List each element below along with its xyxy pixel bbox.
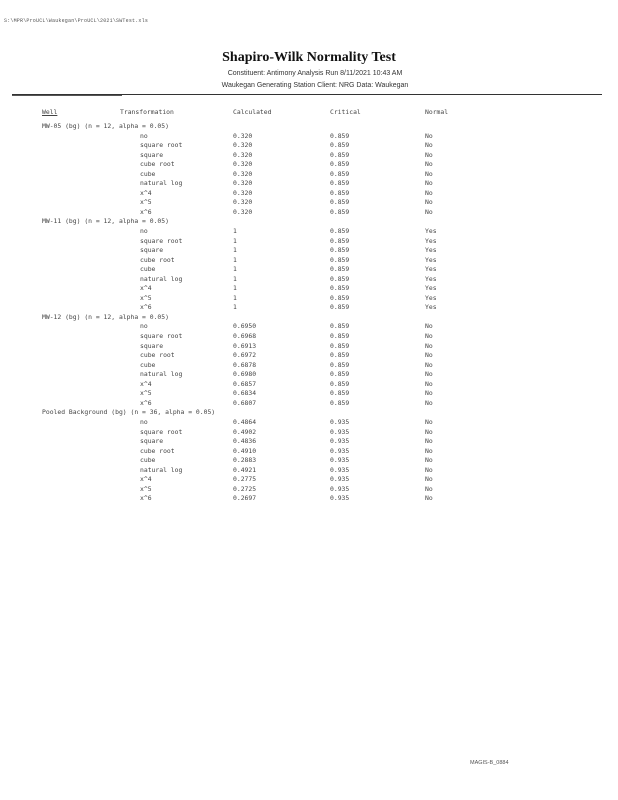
cell-critical: 0.859 xyxy=(330,351,350,360)
cell-critical: 0.859 xyxy=(330,398,350,407)
site-subtitle: Waukegan Generating Station Client: NRG Data: Waukegan xyxy=(221,82,409,89)
header-normal: Normal xyxy=(425,108,449,116)
cell-normal: No xyxy=(425,456,433,465)
file-path-header: S:\MPR\ProUCL\Waukegan\ProUCL\2021\SWTest.xls xyxy=(4,18,149,24)
cell-normal: No xyxy=(425,322,433,331)
cell-normal: Yes xyxy=(425,227,437,236)
table-row xyxy=(0,132,618,142)
cell-critical: 0.859 xyxy=(330,370,350,379)
page-title: Shapiro-Wilk Normality Test xyxy=(222,50,396,65)
cell-transformation: x^5 xyxy=(140,484,152,493)
cell-transformation: no xyxy=(140,322,148,331)
cell-critical: 0.859 xyxy=(330,179,350,188)
cell-critical: 0.859 xyxy=(330,169,350,178)
cell-critical: 0.935 xyxy=(330,427,350,436)
cell-transformation: x^4 xyxy=(140,284,152,293)
cell-critical: 0.859 xyxy=(330,379,350,388)
group-label: MW-05 (bg) (n = 12, alpha = 0.05) xyxy=(42,122,169,130)
table-row xyxy=(0,351,618,361)
cell-normal: No xyxy=(425,494,433,503)
table-row xyxy=(0,179,618,189)
cell-critical: 0.859 xyxy=(330,207,350,216)
group-label-row xyxy=(0,217,618,227)
group-label-row xyxy=(0,122,618,132)
table-row xyxy=(0,370,618,380)
cell-critical: 0.859 xyxy=(330,255,350,264)
cell-transformation: x^6 xyxy=(140,207,152,216)
table-row xyxy=(0,208,618,218)
table-row xyxy=(0,437,618,447)
cell-transformation: no xyxy=(140,131,148,140)
cell-normal: No xyxy=(425,351,433,360)
cell-critical: 0.859 xyxy=(330,332,350,341)
cell-calculated: 0.320 xyxy=(233,160,253,169)
header-well: Well xyxy=(42,108,58,116)
cell-normal: No xyxy=(425,131,433,140)
cell-critical: 0.859 xyxy=(330,293,350,302)
cell-transformation: no xyxy=(140,417,148,426)
cell-transformation: cube xyxy=(140,456,156,465)
cell-normal: No xyxy=(425,465,433,474)
cell-calculated: 1 xyxy=(233,284,237,293)
cell-normal: Yes xyxy=(425,255,437,264)
cell-calculated: 0.4902 xyxy=(233,427,257,436)
table-row xyxy=(0,275,618,285)
cell-critical: 0.935 xyxy=(330,437,350,446)
cell-calculated: 1 xyxy=(233,293,237,302)
cell-normal: No xyxy=(425,207,433,216)
cell-calculated: 1 xyxy=(233,255,237,264)
cell-calculated: 1 xyxy=(233,265,237,274)
table-row xyxy=(0,256,618,266)
table-row xyxy=(0,227,618,237)
cell-normal: No xyxy=(425,341,433,350)
cell-normal: No xyxy=(425,398,433,407)
cell-transformation: x^6 xyxy=(140,494,152,503)
table-row xyxy=(0,342,618,352)
table-row xyxy=(0,418,618,428)
cell-transformation: x^6 xyxy=(140,303,152,312)
table-row xyxy=(0,198,618,208)
table-row xyxy=(0,246,618,256)
cell-calculated: 0.320 xyxy=(233,179,253,188)
cell-transformation: square xyxy=(140,341,164,350)
cell-normal: No xyxy=(425,188,433,197)
cell-critical: 0.935 xyxy=(330,484,350,493)
cell-critical: 0.859 xyxy=(330,198,350,207)
table-header xyxy=(0,108,618,122)
cell-critical: 0.935 xyxy=(330,494,350,503)
cell-transformation: cube xyxy=(140,265,156,274)
cell-calculated: 0.320 xyxy=(233,150,253,159)
table-row xyxy=(0,485,618,495)
cell-calculated: 0.320 xyxy=(233,131,253,140)
cell-critical: 0.859 xyxy=(330,322,350,331)
cell-transformation: cube root xyxy=(140,160,175,169)
table-row xyxy=(0,380,618,390)
cell-calculated: 1 xyxy=(233,236,237,245)
cell-transformation: no xyxy=(140,227,148,236)
cell-calculated: 0.6968 xyxy=(233,332,257,341)
cell-transformation: x^6 xyxy=(140,398,152,407)
header-critical: Critical xyxy=(330,108,361,116)
bates-number: MAGIS-B_0884 xyxy=(470,760,509,766)
cell-transformation: square root xyxy=(140,427,183,436)
cell-calculated: 0.6834 xyxy=(233,389,257,398)
cell-transformation: square xyxy=(140,150,164,159)
cell-calculated: 1 xyxy=(233,246,237,255)
cell-calculated: 0.320 xyxy=(233,188,253,197)
cell-critical: 0.859 xyxy=(330,265,350,274)
cell-calculated: 0.4921 xyxy=(233,465,257,474)
cell-normal: No xyxy=(425,475,433,484)
cell-normal: No xyxy=(425,417,433,426)
group-label-row xyxy=(0,408,618,418)
table-row xyxy=(0,447,618,457)
cell-transformation: natural log xyxy=(140,465,183,474)
cell-calculated: 0.6878 xyxy=(233,360,257,369)
cell-normal: No xyxy=(425,437,433,446)
cell-calculated: 0.320 xyxy=(233,169,253,178)
table-row xyxy=(0,322,618,332)
table-row xyxy=(0,237,618,247)
table-row xyxy=(0,456,618,466)
cell-calculated: 0.4910 xyxy=(233,446,257,455)
table-row xyxy=(0,284,618,294)
group-label-row xyxy=(0,313,618,323)
cell-critical: 0.935 xyxy=(330,456,350,465)
cell-critical: 0.935 xyxy=(330,446,350,455)
table-row xyxy=(0,265,618,275)
cell-normal: Yes xyxy=(425,236,437,245)
cell-normal: Yes xyxy=(425,293,437,302)
cell-calculated: 0.6857 xyxy=(233,379,257,388)
cell-critical: 0.859 xyxy=(330,246,350,255)
cell-transformation: cube root xyxy=(140,351,175,360)
cell-transformation: x^4 xyxy=(140,379,152,388)
cell-calculated: 0.4864 xyxy=(233,417,257,426)
cell-transformation: square xyxy=(140,437,164,446)
cell-transformation: natural log xyxy=(140,274,183,283)
table-row xyxy=(0,332,618,342)
cell-transformation: x^4 xyxy=(140,475,152,484)
cell-critical: 0.935 xyxy=(330,475,350,484)
cell-transformation: natural log xyxy=(140,179,183,188)
cell-normal: Yes xyxy=(425,274,437,283)
cell-normal: No xyxy=(425,427,433,436)
cell-critical: 0.859 xyxy=(330,389,350,398)
cell-critical: 0.859 xyxy=(330,160,350,169)
results-table xyxy=(0,108,618,504)
cell-critical: 0.935 xyxy=(330,465,350,474)
cell-transformation: x^4 xyxy=(140,188,152,197)
cell-normal: No xyxy=(425,370,433,379)
cell-normal: No xyxy=(425,446,433,455)
cell-calculated: 0.320 xyxy=(233,141,253,150)
cell-normal: No xyxy=(425,179,433,188)
table-body xyxy=(0,122,618,504)
analysis-subtitle: Constituent: Antimony Analysis Run 8/11/2021 10:43 AM xyxy=(227,70,403,77)
cell-critical: 0.859 xyxy=(330,236,350,245)
cell-critical: 0.859 xyxy=(330,150,350,159)
table-row xyxy=(0,428,618,438)
cell-transformation: cube root xyxy=(140,446,175,455)
header-transformation: Transformation xyxy=(120,108,174,116)
cell-critical: 0.859 xyxy=(330,303,350,312)
cell-normal: No xyxy=(425,141,433,150)
cell-critical: 0.859 xyxy=(330,274,350,283)
table-row xyxy=(0,494,618,504)
cell-critical: 0.859 xyxy=(330,141,350,150)
cell-normal: No xyxy=(425,198,433,207)
cell-calculated: 0.2775 xyxy=(233,475,257,484)
cell-transformation: cube xyxy=(140,360,156,369)
cell-critical: 0.859 xyxy=(330,284,350,293)
header-calculated: Calculated xyxy=(233,108,272,116)
cell-normal: No xyxy=(425,379,433,388)
table-row xyxy=(0,466,618,476)
cell-transformation: cube xyxy=(140,169,156,178)
cell-transformation: natural log xyxy=(140,370,183,379)
table-row xyxy=(0,294,618,304)
cell-normal: Yes xyxy=(425,246,437,255)
cell-critical: 0.935 xyxy=(330,417,350,426)
table-row xyxy=(0,303,618,313)
table-row xyxy=(0,361,618,371)
cell-calculated: 0.6972 xyxy=(233,351,257,360)
cell-normal: Yes xyxy=(425,303,437,312)
cell-critical: 0.859 xyxy=(330,341,350,350)
table-row xyxy=(0,170,618,180)
cell-calculated: 0.6950 xyxy=(233,322,257,331)
group-label: MW-11 (bg) (n = 12, alpha = 0.05) xyxy=(42,217,169,226)
cell-critical: 0.859 xyxy=(330,227,350,236)
cell-critical: 0.859 xyxy=(330,360,350,369)
table-row xyxy=(0,151,618,161)
table-row xyxy=(0,475,618,485)
cell-critical: 0.859 xyxy=(330,188,350,197)
table-row xyxy=(0,389,618,399)
cell-normal: Yes xyxy=(425,284,437,293)
cell-normal: No xyxy=(425,160,433,169)
cell-normal: No xyxy=(425,150,433,159)
cell-normal: No xyxy=(425,389,433,398)
cell-calculated: 0.320 xyxy=(233,207,253,216)
cell-normal: No xyxy=(425,169,433,178)
cell-transformation: square root xyxy=(140,141,183,150)
cell-calculated: 0.2697 xyxy=(233,494,257,503)
cell-calculated: 1 xyxy=(233,227,237,236)
cell-transformation: x^5 xyxy=(140,293,152,302)
cell-calculated: 1 xyxy=(233,303,237,312)
cell-calculated: 0.4836 xyxy=(233,437,257,446)
table-row xyxy=(0,189,618,199)
table-row xyxy=(0,141,618,151)
cell-transformation: x^5 xyxy=(140,389,152,398)
cell-normal: Yes xyxy=(425,265,437,274)
cell-transformation: square root xyxy=(140,236,183,245)
cell-normal: No xyxy=(425,332,433,341)
cell-normal: No xyxy=(425,360,433,369)
group-label: MW-12 (bg) (n = 12, alpha = 0.05) xyxy=(42,312,169,321)
cell-calculated: 0.6980 xyxy=(233,370,257,379)
cell-calculated: 1 xyxy=(233,274,237,283)
cell-calculated: 0.6807 xyxy=(233,398,257,407)
cell-transformation: square root xyxy=(140,332,183,341)
cell-critical: 0.859 xyxy=(330,131,350,140)
cell-calculated: 0.6913 xyxy=(233,341,257,350)
cell-calculated: 0.2725 xyxy=(233,484,257,493)
group-label: Pooled Background (bg) (n = 36, alpha = 0.05) xyxy=(42,408,216,417)
header-rule-left xyxy=(12,95,122,96)
cell-calculated: 0.2883 xyxy=(233,456,257,465)
cell-transformation: cube root xyxy=(140,255,175,264)
table-row xyxy=(0,160,618,170)
cell-calculated: 0.320 xyxy=(233,198,253,207)
table-row xyxy=(0,399,618,409)
cell-transformation: x^5 xyxy=(140,198,152,207)
cell-normal: No xyxy=(425,484,433,493)
cell-transformation: square xyxy=(140,246,164,255)
